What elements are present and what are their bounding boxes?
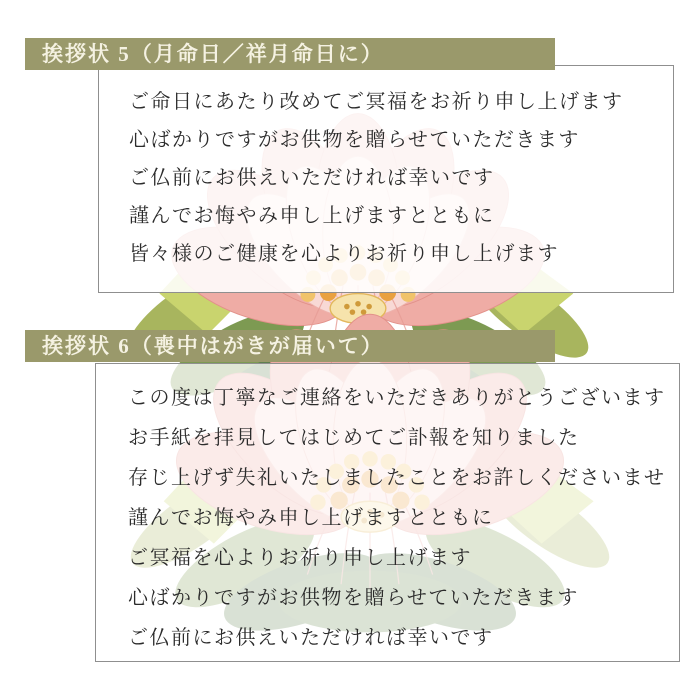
greeting-line: ご仏前にお供えいただければ幸いです — [128, 627, 494, 649]
greeting-line: ご冥福を心よりお祈り申し上げます — [128, 547, 472, 569]
greeting-line: お手紙を拝見してはじめてご訃報を知りました — [128, 427, 580, 449]
greeting-line: この度は丁寧なご連絡をいただきありがとうございます — [128, 387, 666, 409]
section-1-title: 挨拶状 5（月命日／祥月命日に） — [42, 42, 384, 66]
section-2-header — [25, 330, 555, 362]
greeting-line: 皆々様のご健康を心よりお祈り申し上げます — [129, 243, 559, 265]
section-1-header — [25, 38, 555, 70]
greeting-line: 謹んでお悔やみ申し上げますとともに — [128, 507, 494, 529]
greeting-line: 存じ上げず失礼いたしましたことをお許しくださいませ — [128, 467, 666, 489]
greeting-line: 心ばかりですがお供物を贈らせていただきます — [129, 129, 580, 151]
greeting-line: ご仏前にお供えいただければ幸いです — [129, 167, 495, 189]
section-2-title: 挨拶状 6（喪中はがきが届いて） — [42, 334, 384, 358]
section-2-text-box — [95, 363, 680, 662]
greeting-line: 謹んでお悔やみ申し上げますとともに — [129, 205, 495, 227]
greeting-line: ご命日にあたり改めてご冥福をお祈り申し上げます — [129, 91, 624, 113]
greeting-line: 心ばかりですがお供物を贈らせていただきます — [128, 587, 579, 609]
section-1-text-box — [98, 65, 674, 293]
